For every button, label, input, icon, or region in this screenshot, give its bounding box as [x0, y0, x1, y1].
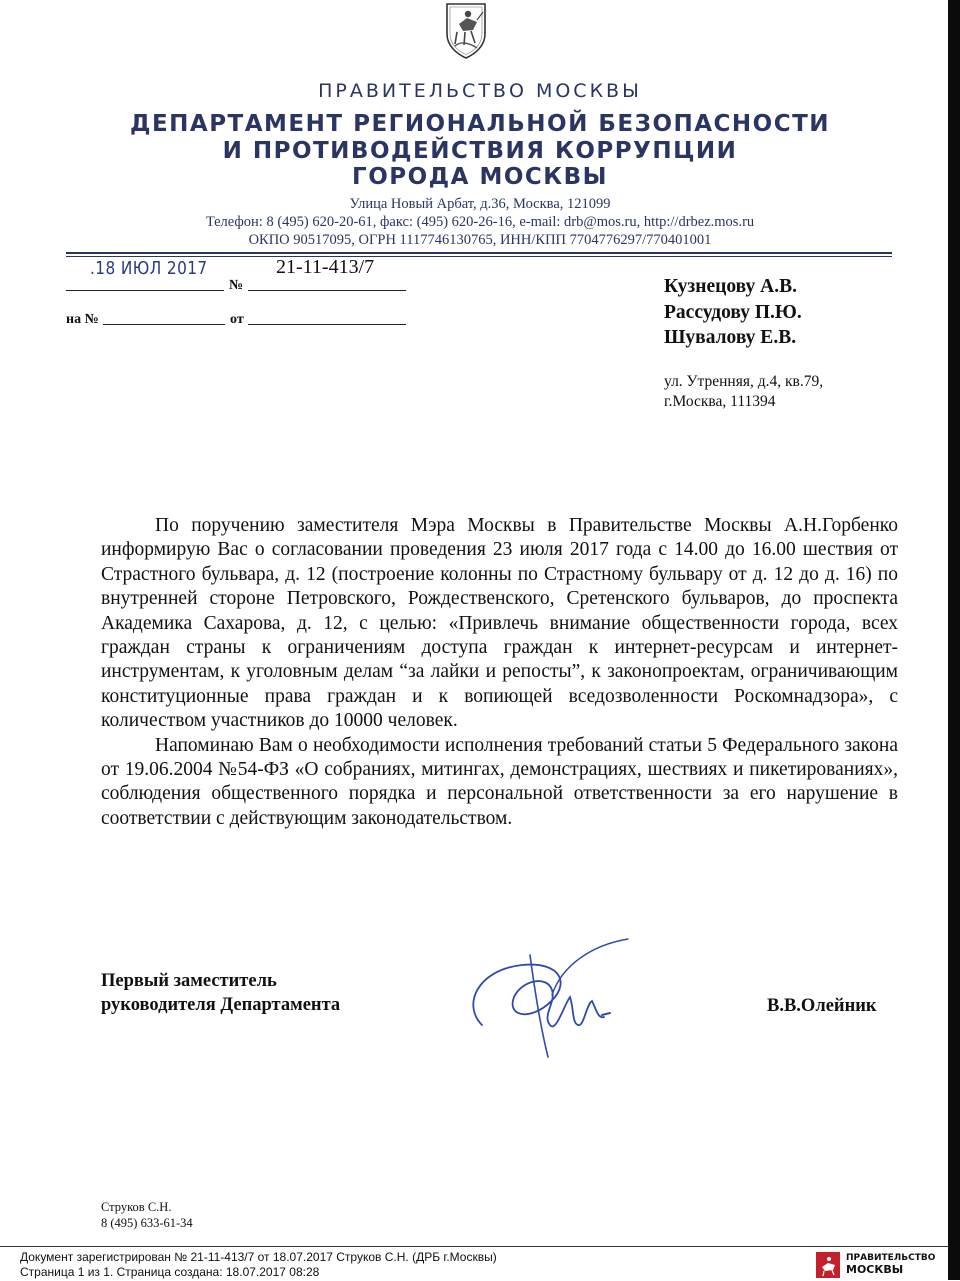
handwritten-signature — [452, 935, 637, 1060]
executor-phone: 8 (495) 633-61-34 — [101, 1216, 193, 1230]
signatory-name: В.В.Олейник — [767, 996, 877, 1016]
footer-text — [20, 1250, 497, 1280]
recipients-block — [664, 274, 802, 351]
recipient-address-line: г.Москва, 111394 — [664, 393, 776, 410]
footer-page-line: Страница 1 из 1. Страница создана: 18.07.2017 08:28 — [20, 1265, 320, 1279]
department-registry-codes: ОКПО 90517095, ОГРН 1117746130765, ИНН/КПП 7704776297/770401001 — [248, 232, 712, 248]
executor-name: Струков С.Н. — [101, 1200, 172, 1214]
signatory-title — [101, 969, 340, 1017]
header-divider — [66, 252, 892, 254]
reply-number-label: на № — [66, 312, 99, 327]
footer-logo-text — [846, 1252, 935, 1277]
recipient-address-line: ул. Утренняя, д.4, кв.79, — [664, 373, 824, 390]
header-divider-thin — [66, 256, 892, 257]
signatory-title-line: Первый заместитель — [101, 971, 277, 991]
moscow-government-logo-icon — [816, 1252, 840, 1278]
executor-block — [101, 1199, 193, 1231]
reply-date-line — [248, 324, 406, 325]
recipient-address — [664, 372, 823, 412]
date-line — [66, 290, 224, 291]
department-title-line-3: ГОРОДА МОСКВЫ — [352, 164, 608, 190]
footer-logo-line: МОСКВЫ — [846, 1263, 904, 1276]
recipient-name: Рассудову П.Ю. — [664, 301, 802, 323]
registration-footer — [0, 1246, 948, 1281]
moscow-coat-of-arms-icon — [441, 0, 491, 60]
recipient-name: Кузнецову А.В. — [664, 276, 797, 297]
registration-number: 21-11-413/7 — [276, 256, 375, 278]
scan-edge — [948, 0, 960, 1280]
recipient-name: Шувалову Е.В. — [664, 327, 797, 348]
department-address: Улица Новый Арбат, д.36, Москва, 121099 — [349, 196, 611, 212]
footer-registration-line: Документ зарегистрирован № 21-11-413/7 от 18.07.2017 Струков С.Н. (ДРБ г.Москвы) — [20, 1250, 497, 1264]
signatory-title-line: руководителя Департамента — [101, 995, 341, 1015]
government-title: ПРАВИТЕЛЬСТВО МОСКВЫ — [318, 80, 642, 102]
footer-logo-line: ПРАВИТЕЛЬСТВО — [846, 1253, 936, 1263]
department-title-line-1: ДЕПАРТАМЕНТ РЕГИОНАЛЬНОЙ БЕЗОПАСНОСТИ — [129, 111, 831, 137]
letter-body — [101, 514, 898, 831]
body-paragraph: Напоминаю Вам о необходимости исполнения требований статьи 5 Федерального закона от 19.06.2004 №54-ФЗ «О собраниях, митингах, демонстрациях, шествиях и пикетированиях», соблюдения общественного порядка и персональной ответственности за его нарушение в соответствии с действующим законодательством. — [101, 734, 898, 829]
reply-number-line — [103, 324, 225, 325]
date-stamp: .18 ИЮЛ 2017 — [90, 258, 208, 279]
department-title-line-2: И ПРОТИВОДЕЙСТВИЯ КОРРУПЦИИ — [222, 138, 738, 164]
department-contacts: Телефон: 8 (495) 620-20-61, факс: (495) 620-26-16, e-mail: drb@mos.ru, http://drbez.mos.ru — [205, 214, 755, 230]
number-line — [248, 290, 406, 291]
reply-date-label: от — [230, 312, 244, 327]
number-label: № — [229, 278, 244, 293]
body-paragraph: По поручению заместителя Мэра Москвы в Правительстве Москвы А.Н.Горбенко информирую Вас о согласовании проведения 23 июля 2017 года с 14.00 до 16.00 шествия от Страстного бульвара, д. 12 (построение колонны по Страстному бульвару от д. 12 до д. 16) по внутренней стороне Петровского, Рождественского, Сретенского бульваров, до проспекта Академика Сахарова, д. 12, с целью: «Привлечь внимание общественности города, всех граждан страны к ограничениям доступа граждан к интернет-ресурсам и интернет-инструментам, к уголовным делам “за лайки и репосты”, к законопроектам, ограничивающим конституционные права граждан и к вопиющей вседозволенности Роскомнадзора», с количеством участников до 10000 человек. — [101, 515, 898, 732]
